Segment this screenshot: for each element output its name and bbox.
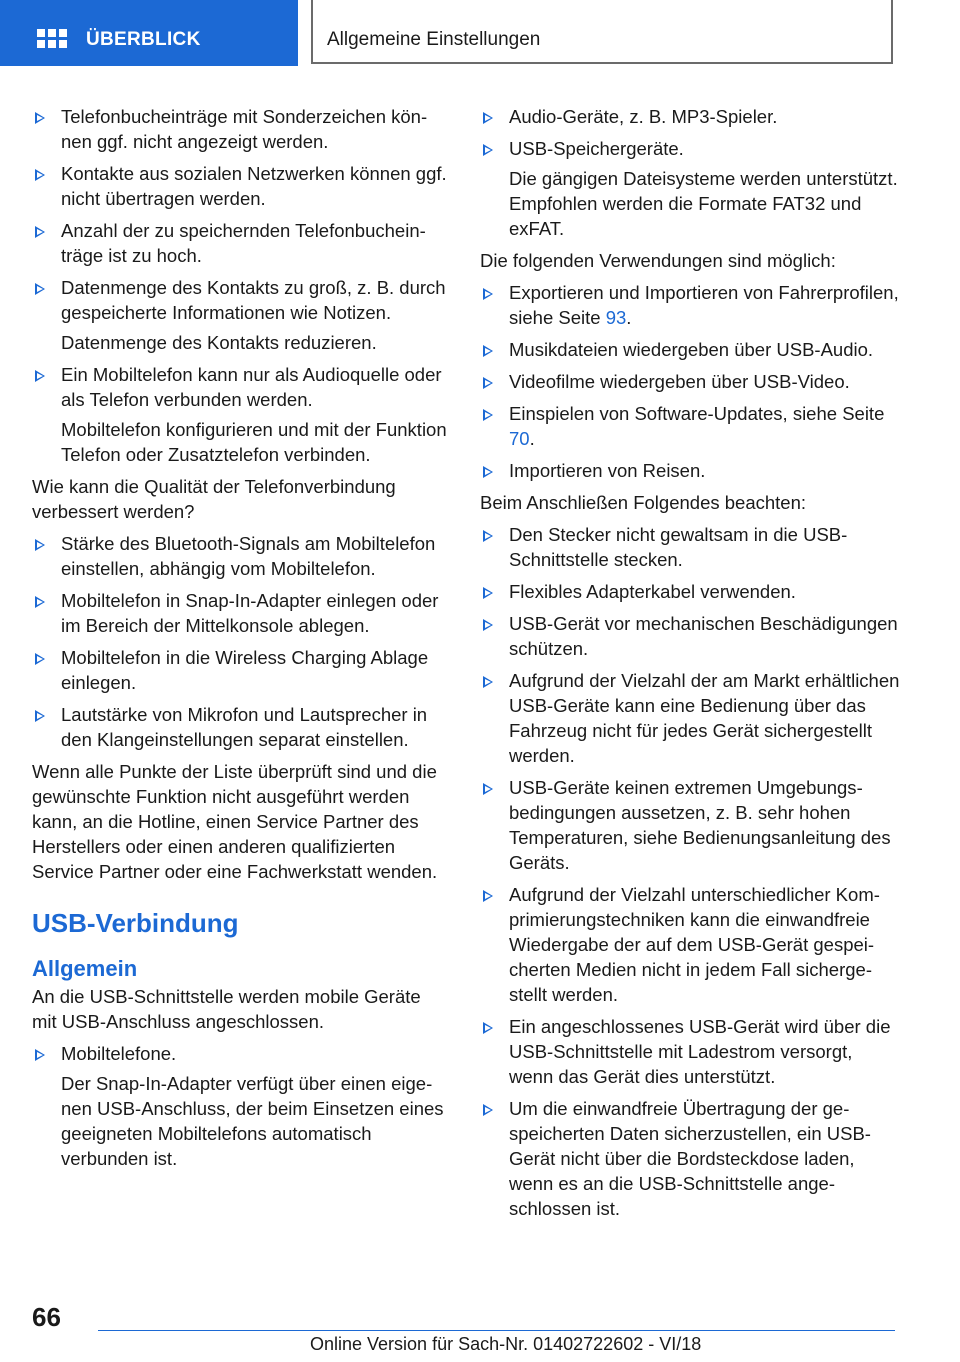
bullet-triangle-icon — [35, 226, 45, 238]
bullet-triangle-icon — [35, 112, 45, 124]
list-item-text: USB-Gerät vor mechanischen Beschädigungen schützen. — [509, 613, 898, 659]
list-item — [480, 1096, 900, 1221]
bullet-triangle-icon — [35, 169, 45, 181]
bullet-triangle-icon — [35, 539, 45, 551]
list-item — [32, 161, 450, 211]
right-column — [480, 104, 900, 1228]
list-item-text: Einspielen von Software-Updates, siehe Seite — [509, 403, 885, 424]
usb-heading: USB-Verbindung — [32, 908, 239, 938]
bullet-triangle-icon — [483, 619, 493, 631]
page-number: 66 — [32, 1302, 61, 1332]
list-item-text: Mobiltelefon in die Wireless Charging Ablage einlegen. — [61, 647, 429, 693]
page-reference-link[interactable]: 93 — [605, 307, 627, 328]
list-item-text: Lautstärke von Mikrofon und Lautsprecher in den Klangeinstellungen separat einstellen. — [61, 704, 428, 750]
footer-divider — [98, 1330, 895, 1331]
bullet-triangle-icon — [483, 676, 493, 688]
page-reference-link[interactable]: 70 — [509, 428, 530, 449]
bullet-triangle-icon — [483, 1022, 493, 1034]
list-item-text: Aufgrund der Vielzahl unterschiedlicher Komprimierungstechniken kann die einwandfreie Wiedergabe der auf dem USB-Gerät gespeicherten Medien nicht in jedem Fall sichergestellt werden. — [509, 884, 880, 1005]
list-item-text: Videofilme wiedergeben über USB-Video. — [509, 371, 850, 392]
list-item — [480, 136, 900, 161]
bullet-triangle-icon — [483, 783, 493, 795]
list-item — [480, 104, 900, 129]
list-item — [32, 645, 450, 695]
bullet-triangle-icon — [483, 1104, 493, 1116]
footer-text: Online Version für Sach-Nr. 01402722602 - VI/18 — [310, 1334, 702, 1354]
list-item-text: Ein angeschlossenes USB-Gerät wird über die USB-Schnittstelle mit Ladestrom versorgt, wenn das Gerät dies unterstützt. — [509, 1016, 891, 1087]
bullet-triangle-icon — [483, 144, 493, 156]
bullet-triangle-icon — [483, 345, 493, 357]
list-item-note: Die gängigen Dateisysteme werden unterstützt. Empfohlen werden die Formate FAT32 und exFAT. — [509, 168, 898, 239]
list-item — [32, 588, 450, 638]
list-item — [480, 401, 900, 451]
list-item — [480, 369, 900, 394]
list-item-text: Mobiltelefone. — [61, 1043, 177, 1064]
list-item-note: Datenmenge des Kontakts reduzieren. — [61, 332, 377, 353]
list-item-text: Exportieren und Importieren von Fahrerprofilen, siehe Seite — [509, 282, 899, 328]
list-item-text: Kontakte aus sozialen Netzwerken können ggf. nicht übertragen werden. — [61, 163, 447, 209]
list-item-text: Mobiltelefon in Snap-In-Adapter einlegen oder im Bereich der Mittelkonsole ablegen. — [61, 590, 439, 636]
list-item-text: Datenmenge des Kontakts zu groß, z. B. durch gespeicherte Informationen wie Notizen. — [61, 277, 446, 323]
list-item — [480, 611, 900, 661]
list-item-text: USB-Speichergeräte. — [509, 138, 684, 159]
list-item-suffix: . — [529, 428, 535, 449]
list-item — [480, 522, 900, 572]
list-item-text: USB-Geräte keinen extremen Umgebungsbedingungen aussetzen, z. B. sehr hohen Temperaturen, siehe Bedienungsanleitung des Geräts. — [509, 777, 891, 873]
list-item-text: Flexibles Adapterkabel verwenden. — [509, 581, 796, 602]
grid-icon — [37, 29, 67, 51]
list-item — [32, 362, 450, 412]
notes-intro: Beim Anschließen Folgendes beachten: — [480, 492, 807, 513]
list-item-text: Um die einwandfreie Übertragung der gespeicherten Daten sicherzustellen, ein USB-Gerät nicht über die Bordsteckdose laden, wenn es an die USB-Schnittstelle angeschlossen ist. — [509, 1098, 871, 1219]
list-item — [480, 280, 900, 330]
bullet-triangle-icon — [35, 596, 45, 608]
bullet-triangle-icon — [483, 466, 493, 478]
list-item — [32, 218, 450, 268]
list-item — [480, 458, 900, 483]
list-item — [480, 579, 900, 604]
list-item — [480, 337, 900, 362]
list-item-note: Der Snap-In-Adapter verfügt über einen eigenen USB-Anschluss, der beim Einsetzen eines geeigneten Mobiltelefons automatisch verbunden ist. — [61, 1073, 444, 1169]
list-item-text: Anzahl der zu speichernden Telefonbucheinträge ist zu hoch. — [61, 220, 426, 266]
general-heading: Allgemein — [32, 956, 138, 981]
bullet-triangle-icon — [483, 377, 493, 389]
section-title: Allgemeine Einstellungen — [327, 29, 541, 50]
bullet-triangle-icon — [35, 370, 45, 382]
bullet-triangle-icon — [35, 653, 45, 665]
left-column — [32, 104, 450, 1178]
closing-paragraph: Wenn alle Punkte der Liste überprüft sind und die gewünschte Funktion nicht ausgeführt werden kann, an die Hotline, einen Service Partner des Herstellers oder einen anderen qualifizierten Service Partner oder eine Fachwerkstatt wenden. — [32, 761, 438, 882]
bullet-triangle-icon — [483, 587, 493, 599]
bullet-triangle-icon — [483, 112, 493, 124]
page-header — [0, 0, 960, 66]
bullet-triangle-icon — [483, 409, 493, 421]
general-intro: An die USB-Schnittstelle werden mobile Geräte mit USB-Anschluss angeschlossen. — [32, 986, 421, 1032]
list-item-text: Importieren von Reisen. — [509, 460, 706, 481]
list-item-text: Ein Mobiltelefon kann nur als Audioquelle oder als Telefon verbunden werden. — [61, 364, 442, 410]
overview-button[interactable] — [0, 0, 298, 66]
bullet-triangle-icon — [483, 530, 493, 542]
list-item — [480, 668, 900, 768]
list-item — [32, 702, 450, 752]
question-text: Wie kann die Qualität der Telefonverbindung verbessert werden? — [32, 476, 396, 522]
list-item — [480, 882, 900, 1007]
list-item-text: Aufgrund der Vielzahl der am Markt erhältlichen USB-Geräte kann eine Bedienung über das Fahrzeug nicht für jedes Gerät sichergestellt werden. — [509, 670, 900, 766]
list-item-text: Audio-Geräte, z. B. MP3-Spieler. — [509, 106, 778, 127]
bullet-triangle-icon — [483, 288, 493, 300]
bullet-triangle-icon — [35, 1049, 45, 1061]
list-item-text: Stärke des Bluetooth-Signals am Mobiltelefon einstellen, abhängig vom Mobiltelefon. — [61, 533, 436, 579]
bullet-triangle-icon — [35, 283, 45, 295]
overview-label: ÜBERBLICK — [86, 29, 201, 50]
list-item-note: Mobiltelefon konfigurieren und mit der Funktion Telefon oder Zusatztelefon verbinden. — [61, 419, 447, 465]
list-item — [32, 531, 450, 581]
bullet-triangle-icon — [35, 710, 45, 722]
list-item — [32, 104, 450, 154]
list-item-text: Musikdateien wiedergeben über USB-Audio. — [509, 339, 874, 360]
list-item — [480, 775, 900, 875]
uses-intro: Die folgenden Verwendungen sind möglich: — [480, 250, 836, 271]
list-item-text: Telefonbucheinträge mit Sonderzeichen können ggf. nicht angezeigt werden. — [61, 106, 428, 152]
section-title-box — [311, 0, 893, 64]
list-item — [480, 1014, 900, 1089]
list-item — [32, 1041, 450, 1066]
list-item — [32, 275, 450, 325]
bullet-triangle-icon — [483, 890, 493, 902]
list-item-text: Den Stecker nicht gewaltsam in die USB-Schnittstelle stecken. — [509, 524, 848, 570]
list-item-suffix: . — [626, 307, 632, 328]
